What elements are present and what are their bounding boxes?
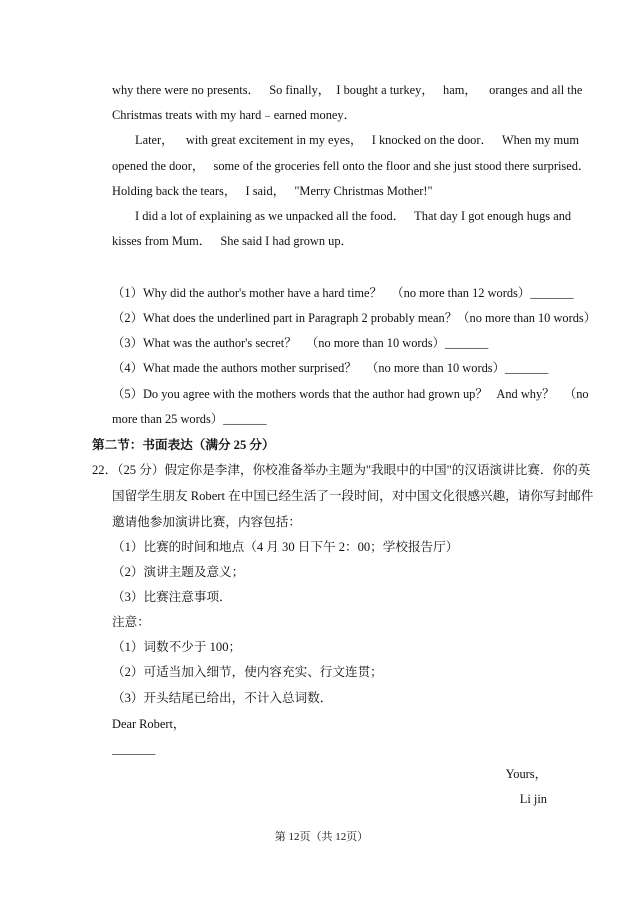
page-number: 第 12页（共 12页） xyxy=(274,831,369,843)
content-point: （1）比赛的时间和地点（4 月 30 日下午 2：00；学校报告厅） xyxy=(112,540,459,554)
task-line: 邀请他参加演讲比赛，内容包括： xyxy=(112,515,301,529)
notes-label: 注意： xyxy=(112,615,150,629)
question-3: （3）What was the author's secret？ （no more than 10 words）_______ xyxy=(112,336,489,350)
passage-line: I did a lot of explaining as we unpacked all the food． That day I got enough hugs and xyxy=(135,209,572,223)
section-heading: 第二节：书面表达（满分 25 分） xyxy=(92,438,275,452)
passage-line: Later， with great excitement in my eyes， I knocked on the door． When my mum xyxy=(135,133,579,147)
task-line: 国留学生朋友 Robert 在中国已经生活了一段时间，对中国文化很感兴趣，请你写封邮件 xyxy=(112,489,594,503)
passage-line: Christmas treats with my hard﹣earned money． xyxy=(112,108,356,122)
question-4: （4）What made the authors mother surprised？ （no more than 10 words）_______ xyxy=(112,361,549,375)
question-2: （2）What does the underlined part in Paragraph 2 probably mean？（no more than 10 words） xyxy=(112,311,597,325)
passage-line: why there were no presents． So finally， I bought a turkey， ham， oranges and all the xyxy=(112,83,583,97)
note-item: （1）词数不少于 100； xyxy=(112,640,242,654)
task-line: 22．（25 分）假定你是李津，你校准备举办主题为"我眼中的中国"的汉语演讲比赛．你的英 xyxy=(92,463,591,477)
letter-closing: Yours， xyxy=(505,767,547,781)
passage-line: kisses from Mum． She said I had grown up． xyxy=(112,234,353,248)
content-point: （2）演讲主题及意义； xyxy=(112,565,245,579)
passage-line: opened the door， some of the groceries fell onto the floor and she just stood there surprised． xyxy=(112,159,591,173)
question-5-continued: more than 25 words）_______ xyxy=(112,412,267,426)
note-item: （2）可适当加入细节，使内容充实、行文连贯； xyxy=(112,665,383,679)
letter-signature: Li jin xyxy=(519,792,547,806)
content-point: （3）比赛注意事项． xyxy=(112,590,232,604)
answer-blank: _______ xyxy=(112,742,156,756)
passage-line: Holding back the tears， I said， "Merry Christmas Mother!" xyxy=(112,184,433,198)
letter-greeting: Dear Robert， xyxy=(112,717,186,731)
question-5: （5）Do you agree with the mothers words that the author had grown up？ And why？ （no xyxy=(112,387,589,401)
question-1: （1）Why did the author's mother have a hard time？ （no more than 12 words）_______ xyxy=(112,286,574,300)
note-item: （3）开头结尾已给出，不计入总词数． xyxy=(112,691,333,705)
